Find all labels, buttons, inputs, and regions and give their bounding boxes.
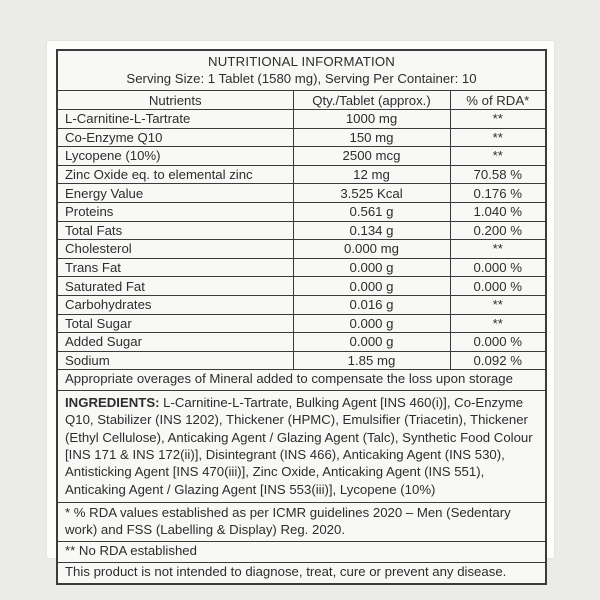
nutrient-row	[57, 295, 546, 314]
nutrient-row	[57, 110, 546, 129]
nutrient-name: Cholesterol	[57, 240, 293, 259]
nutrient-name: Sodium	[57, 351, 293, 370]
nutrient-name: L-Carnitine-L-Tartrate	[57, 110, 293, 129]
nutrient-row	[57, 333, 546, 352]
nutrient-qty: 0.000 g	[293, 314, 450, 333]
nutrient-rda: **	[450, 240, 546, 259]
nutrient-row	[57, 202, 546, 221]
nutrient-rda: **	[450, 295, 546, 314]
rda-note-row	[57, 503, 546, 542]
nutrient-qty: 1000 mg	[293, 110, 450, 129]
nutrient-name: Lycopene (10%)	[57, 147, 293, 166]
nutrient-rda: 1.040 %	[450, 202, 546, 221]
storage-note: Appropriate overages of Mineral added to compensate the loss upon storage	[57, 370, 546, 391]
nutrient-rda: **	[450, 128, 546, 147]
nutrient-row	[57, 221, 546, 240]
column-header-row	[57, 91, 546, 110]
nutrient-qty: 0.000 mg	[293, 240, 450, 259]
nutrient-row	[57, 147, 546, 166]
ingredients-cell	[57, 390, 546, 502]
table-title: NUTRITIONAL INFORMATION	[207, 54, 396, 69]
column-header-qty: Qty./Tablet (approx.)	[293, 91, 450, 110]
nutrient-rda: **	[450, 314, 546, 333]
nutrient-name: Carbohydrates	[57, 295, 293, 314]
nutrient-qty: 12 mg	[293, 165, 450, 184]
nutrient-name: Total Fats	[57, 221, 293, 240]
nutrient-rda: 0.176 %	[450, 184, 546, 203]
no-rda-row	[57, 542, 546, 563]
nutrient-name: Saturated Fat	[57, 277, 293, 296]
ingredients-label: INGREDIENTS:	[65, 394, 160, 410]
storage-note-row	[57, 370, 546, 391]
nutrient-qty: 0.016 g	[293, 295, 450, 314]
nutrient-name: Total Sugar	[57, 314, 293, 333]
nutrient-name: Trans Fat	[57, 258, 293, 277]
nutrition-table	[56, 49, 547, 585]
nutrient-qty: 1.85 mg	[293, 351, 450, 370]
nutrient-row	[57, 314, 546, 333]
no-rda-note: ** No RDA established	[57, 542, 546, 563]
ingredients-row	[57, 390, 546, 502]
nutrition-label-card	[47, 41, 554, 579]
nutrient-name: Zinc Oxide eq. to elemental zinc	[57, 165, 293, 184]
nutrient-name: Added Sugar	[57, 333, 293, 352]
nutrient-row	[57, 184, 546, 203]
nutrient-qty: 0.134 g	[293, 221, 450, 240]
title-cell	[57, 50, 546, 91]
nutrient-qty: 0.000 g	[293, 333, 450, 352]
nutrient-rda: **	[450, 110, 546, 129]
nutrient-name: Proteins	[57, 202, 293, 221]
column-header-rda: % of RDA*	[450, 91, 546, 110]
nutrient-row	[57, 165, 546, 184]
nutrient-name: Energy Value	[57, 184, 293, 203]
rda-note: * % RDA values established as per ICMR guidelines 2020 – Men (Sedentary work) and FSS (Labelling & Display) Reg. 2020.	[57, 503, 546, 542]
title-row	[57, 50, 546, 91]
disclaimer-row	[57, 562, 546, 584]
nutrient-qty: 2500 mcg	[293, 147, 450, 166]
nutrient-qty: 0.561 g	[293, 202, 450, 221]
nutrient-qty: 150 mg	[293, 128, 450, 147]
disclaimer: This product is not intended to diagnose, treat, cure or prevent any disease.	[57, 562, 546, 584]
nutrient-row	[57, 128, 546, 147]
nutrient-row	[57, 258, 546, 277]
nutrient-rda: 0.000 %	[450, 277, 546, 296]
column-header-nutrients: Nutrients	[57, 91, 293, 110]
nutrient-rda: 70.58 %	[450, 165, 546, 184]
serving-info: Serving Size: 1 Tablet (1580 mg), Serving Per Container: 10	[126, 71, 477, 86]
nutrient-row	[57, 240, 546, 259]
nutrient-qty: 0.000 g	[293, 277, 450, 296]
nutrient-rda: 0.000 %	[450, 258, 546, 277]
nutrient-qty: 3.525 Kcal	[293, 184, 450, 203]
nutrient-rows-body	[57, 110, 546, 370]
nutrient-rda: 0.000 %	[450, 333, 546, 352]
nutrient-row	[57, 351, 546, 370]
ingredients-text: L-Carnitine-L-Tartrate, Bulking Agent [INS 460(i)], Co-Enzyme Q10, Stabilizer (INS 1202), Thickener (HPMC), Emulsifier (Triacetin), Thickener (Ethyl Cellulose), Anticaking Agent / Glazing Agent (Talc), Synthetic Food Colour [INS 171 & INS 172(ii)], Disintegrant (INS 466), Anticaking Agent (INS 530), Antisticking Agent [INS 470(iii)], Zinc Oxide, Anticaking Agent (INS 551), Anticaking Agent / Glazing Agent [INS 553(iii)], Lycopene (10%)	[65, 394, 533, 497]
nutrient-name: Co-Enzyme Q10	[57, 128, 293, 147]
nutrient-rda: 0.200 %	[450, 221, 546, 240]
nutrient-qty: 0.000 g	[293, 258, 450, 277]
nutrient-rda: 0.092 %	[450, 351, 546, 370]
nutrient-rda: **	[450, 147, 546, 166]
nutrient-row	[57, 277, 546, 296]
